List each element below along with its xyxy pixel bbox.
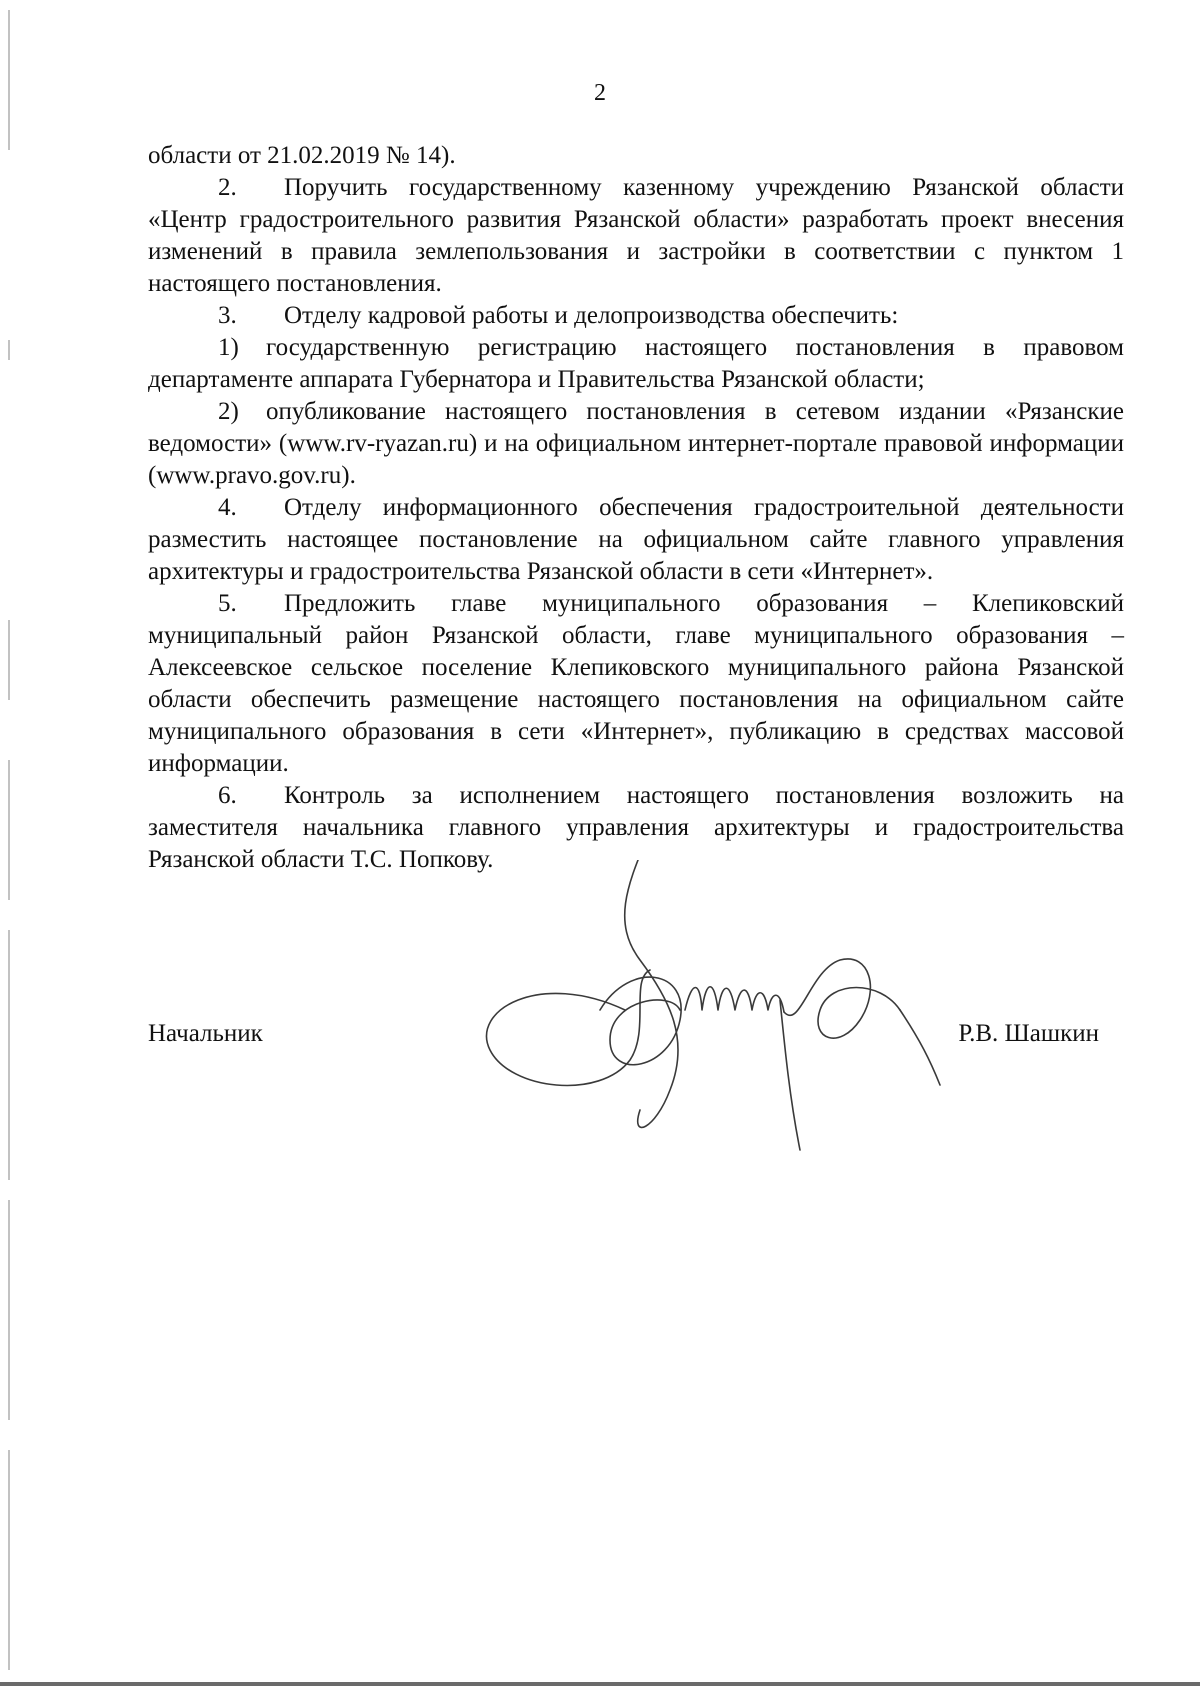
scan-bottom-edge bbox=[0, 1682, 1200, 1686]
paragraph-item-2 bbox=[148, 172, 1124, 300]
paragraph-text: Отделу кадровой работы и делопроизводства обеспечить: bbox=[284, 302, 899, 329]
scan-margin-marks bbox=[6, 0, 12, 1697]
item-number: 2) bbox=[218, 398, 239, 425]
paragraph-text: Предложить главе муниципального образования – Клепиковский муниципальный район Рязанской области, главе муниципального образования – Алексеевское сельское поселение Клепиковского муниципального района Рязанской области обеспечить размещение настоящего постановления на официальном сайте муниципального образования в сети «Интернет», публикацию в средствах массовой информации. bbox=[148, 590, 1124, 777]
paragraph-text: Отделу информационного обеспечения градостроительной деятельности разместить настоящее постановление на официальном сайте главного управления архитектуры и градостроительства Рязанской области в сети «Интернет». bbox=[148, 494, 1124, 585]
signatory-name: Р.В. Шашкин bbox=[958, 1020, 1099, 1047]
document-body bbox=[148, 140, 1124, 876]
paragraph-subitem-1 bbox=[148, 332, 1124, 396]
handwritten-signature bbox=[480, 860, 1000, 1160]
paragraph-item-5 bbox=[148, 588, 1124, 780]
paragraph-subitem-2 bbox=[148, 396, 1124, 492]
item-number: 4. bbox=[218, 494, 237, 521]
paragraph-text: области от 21.02.2019 № 14). bbox=[148, 142, 456, 169]
item-number: 5. bbox=[218, 590, 237, 617]
paragraph-continuation bbox=[148, 140, 1124, 172]
item-number: 6. bbox=[218, 782, 237, 809]
item-number: 3. bbox=[218, 302, 237, 329]
signatory-title: Начальник bbox=[148, 1020, 263, 1047]
paragraph-text: Поручить государственному казенному учреждению Рязанской области «Центр градостроительного развития Рязанской области» разработать проект внесения изменений в правила землепользования и застройки в соответствии с пунктом 1 настоящего постановления. bbox=[148, 174, 1124, 297]
paragraph-item-4 bbox=[148, 492, 1124, 588]
paragraph-text: опубликование настоящего постановления в сетевом издании «Рязанские ведомости» (www.rv-ryazan.ru) и на официальном интернет-портале правовой информации (www.pravo.gov.ru). bbox=[148, 398, 1124, 489]
paragraph-text: государственную регистрацию настоящего постановления в правовом департаменте аппарата Губернатора и Правительства Рязанской области; bbox=[148, 334, 1124, 393]
paragraph-item-3 bbox=[148, 300, 1124, 332]
paragraph-text: Контроль за исполнением настоящего постановления возложить на заместителя начальника главного управления архитектуры и градостроительства Рязанской области Т.С. Попкову. bbox=[148, 782, 1124, 873]
item-number: 1) bbox=[218, 334, 239, 361]
signature-block bbox=[148, 1018, 1124, 1058]
page-number: 2 bbox=[594, 80, 606, 106]
item-number: 2. bbox=[218, 174, 237, 201]
